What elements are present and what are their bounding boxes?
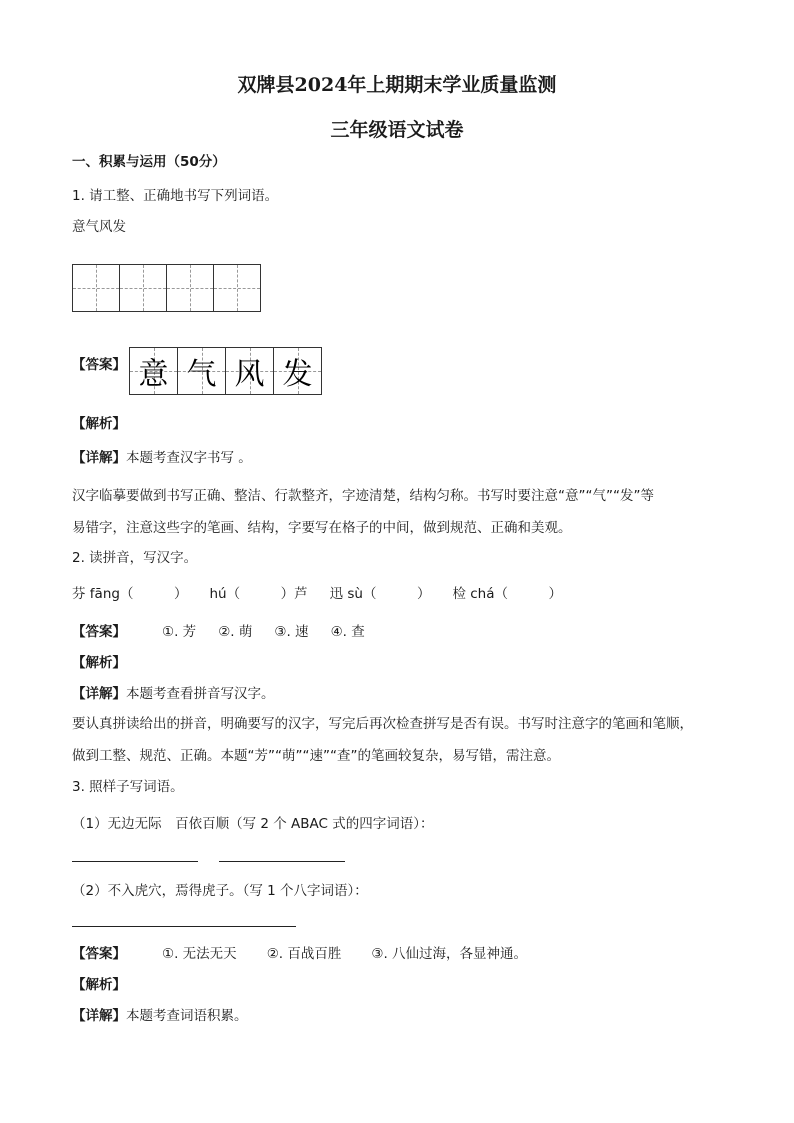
q2-items xyxy=(72,582,584,602)
answer-char: 风 xyxy=(234,357,265,392)
q2-answer: ①. 芳 xyxy=(162,624,197,640)
answer-cell xyxy=(273,347,322,395)
answer-char: 气 xyxy=(186,357,217,392)
q2-detail xyxy=(72,682,275,702)
detail-label: 【详解】 xyxy=(72,686,126,702)
detail-text: 本题考查词语积累。 xyxy=(126,1008,248,1024)
q1-writing-grid[interactable] xyxy=(72,264,261,312)
q1-word: 意气风发 xyxy=(72,219,126,235)
q1-analysis-label: 【解析】 xyxy=(72,416,126,432)
q3-analysis-label: 【解析】 xyxy=(72,977,126,993)
q3-sub1: （1）无边无际 百依百顺（写 2 个 ABAC 式的四字词语）： xyxy=(72,816,434,832)
q2-answer-label: 【答案】 xyxy=(72,624,126,640)
answer-blank-line[interactable] xyxy=(72,926,296,927)
q2-answer-row xyxy=(72,620,387,640)
section-heading: 一、积累与运用（50分） xyxy=(72,154,226,170)
q1-detail xyxy=(72,446,252,466)
q2-analysis-label: 【解析】 xyxy=(72,655,126,671)
answer-cell xyxy=(177,347,226,395)
page-title: 双牌县2024年上期期末学业质量监测 xyxy=(237,74,557,96)
answer-char: 发 xyxy=(282,357,313,392)
q3-sub2: （2）不入虎穴，焉得虎子。（写 1 个八字词语）： xyxy=(72,883,368,899)
answer-char: 意 xyxy=(138,357,169,392)
q2-explain-line1: 要认真拼读给出的拼音，明确要写的汉字，写完后再次检查拼写是否有误。书写时注意字的笔画和笔顺， xyxy=(72,716,693,732)
q3-answer: ②. 百战百胜 xyxy=(266,946,342,962)
q2-explain-line2: 做到工整、规范、正确。本题“芳”“萌”“速”“查”的笔画较复杂，易写错，需注意。 xyxy=(72,748,560,764)
grid-cell[interactable] xyxy=(213,264,261,312)
detail-label: 【详解】 xyxy=(72,1008,126,1024)
q3-answer-label: 【答案】 xyxy=(72,946,126,962)
pinyin-item: hú（ ）芦 xyxy=(209,586,308,602)
q2-prompt: 2. 读拼音，写汉字。 xyxy=(72,550,198,566)
q1-answer-grid xyxy=(129,347,322,395)
q2-answer: ③. 速 xyxy=(274,624,309,640)
page-subtitle: 三年级语文试卷 xyxy=(330,119,464,141)
q1-prompt: 1. 请工整、正确地书写下列词语。 xyxy=(72,188,279,204)
grid-cell[interactable] xyxy=(166,264,214,312)
answer-cell xyxy=(225,347,274,395)
q3-answer: ③. 八仙过海，各显神通。 xyxy=(371,946,528,962)
grid-cell[interactable] xyxy=(72,264,120,312)
q3-answer: ①. 无法无天 xyxy=(162,946,237,962)
q1-explain-line2: 易错字，注意这些字的笔画、结构，字要写在格子的中间，做到规范、正确和美观。 xyxy=(72,520,572,536)
q1-answer-label: 【答案】 xyxy=(72,357,126,373)
detail-text: 本题考查看拼音写汉字。 xyxy=(126,686,275,702)
answer-blank-line[interactable] xyxy=(219,861,345,862)
grid-cell[interactable] xyxy=(119,264,167,312)
detail-label: 【详解】 xyxy=(72,450,126,466)
q3-answer-row xyxy=(72,942,549,962)
q3-detail xyxy=(72,1004,248,1024)
q1-explain-line1: 汉字临摹要做到书写正确、整洁、行款整齐，字迹清楚，结构匀称。书写时要注意“意”“气”“发”等 xyxy=(72,488,654,504)
q2-answer: ④. 查 xyxy=(330,624,365,640)
pinyin-item: 检 chá（ ） xyxy=(452,586,563,602)
pinyin-item: 迅 sù（ ） xyxy=(329,586,431,602)
q2-answer: ②. 萌 xyxy=(218,624,253,640)
q3-prompt: 3. 照样子写词语。 xyxy=(72,779,184,795)
answer-cell xyxy=(129,347,178,395)
detail-text: 本题考查汉字书写 。 xyxy=(126,450,252,466)
pinyin-item: 芬 fāng（ ） xyxy=(72,586,188,602)
answer-blank-line[interactable] xyxy=(72,861,198,862)
